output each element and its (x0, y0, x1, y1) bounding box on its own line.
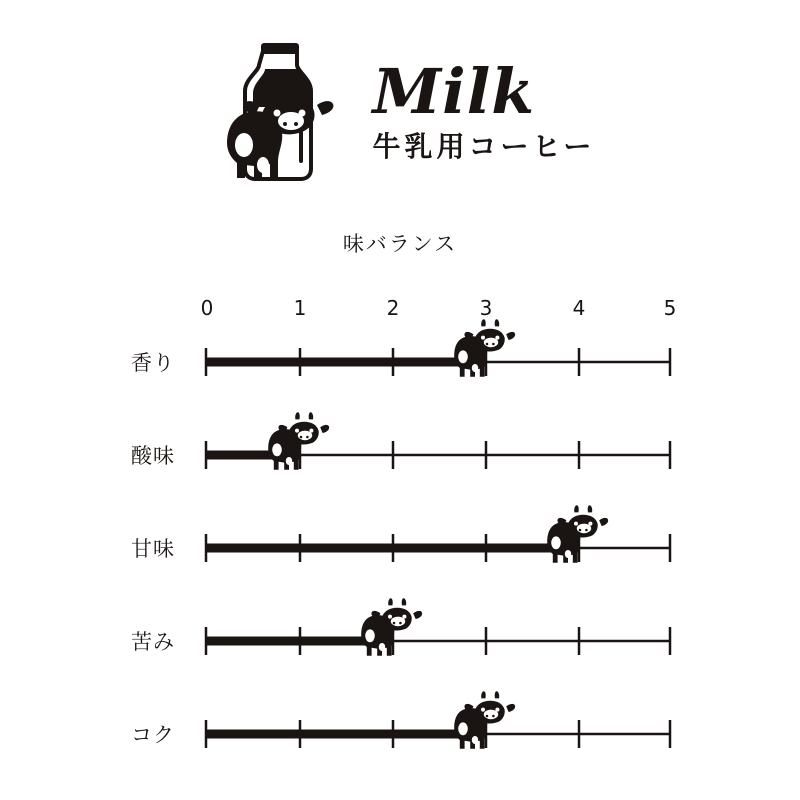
brand-logo (0, 20, 800, 195)
x-axis-tick-labels (201, 296, 677, 320)
x-tick-4: 4 (572, 296, 586, 320)
chart-row-nigami (131, 598, 670, 656)
chart-row-kaori (131, 319, 670, 377)
row-label-3: 苦み (131, 630, 175, 654)
cow-icon-0 (454, 319, 515, 377)
x-tick-1: 1 (293, 296, 307, 320)
taste-balance-chart (0, 270, 800, 770)
cow-icon-1 (268, 412, 329, 470)
chart-row-amami (131, 505, 670, 563)
row-label-0: 香り (131, 351, 175, 375)
chart-title: 味バランス (342, 232, 458, 256)
chart-row-sanmi (131, 412, 670, 470)
cow-icon-4 (454, 691, 515, 749)
milk-bottle-with-cow-icon (205, 25, 355, 190)
cow-icon-3 (361, 598, 422, 656)
brand-subtitle: 牛乳用コーヒー (372, 129, 596, 163)
x-tick-3: 3 (479, 296, 493, 320)
x-tick-2: 2 (386, 296, 400, 320)
x-tick-5: 5 (663, 296, 677, 320)
row-label-2: 甘味 (131, 537, 175, 561)
chart-row-koku (131, 691, 670, 749)
cow-icon-2 (547, 505, 608, 563)
brand-text (373, 55, 596, 161)
brand-name: Milk (372, 54, 536, 128)
row-label-4: コク (131, 723, 175, 747)
x-tick-0: 0 (200, 296, 214, 320)
row-label-1: 酸味 (131, 444, 175, 468)
